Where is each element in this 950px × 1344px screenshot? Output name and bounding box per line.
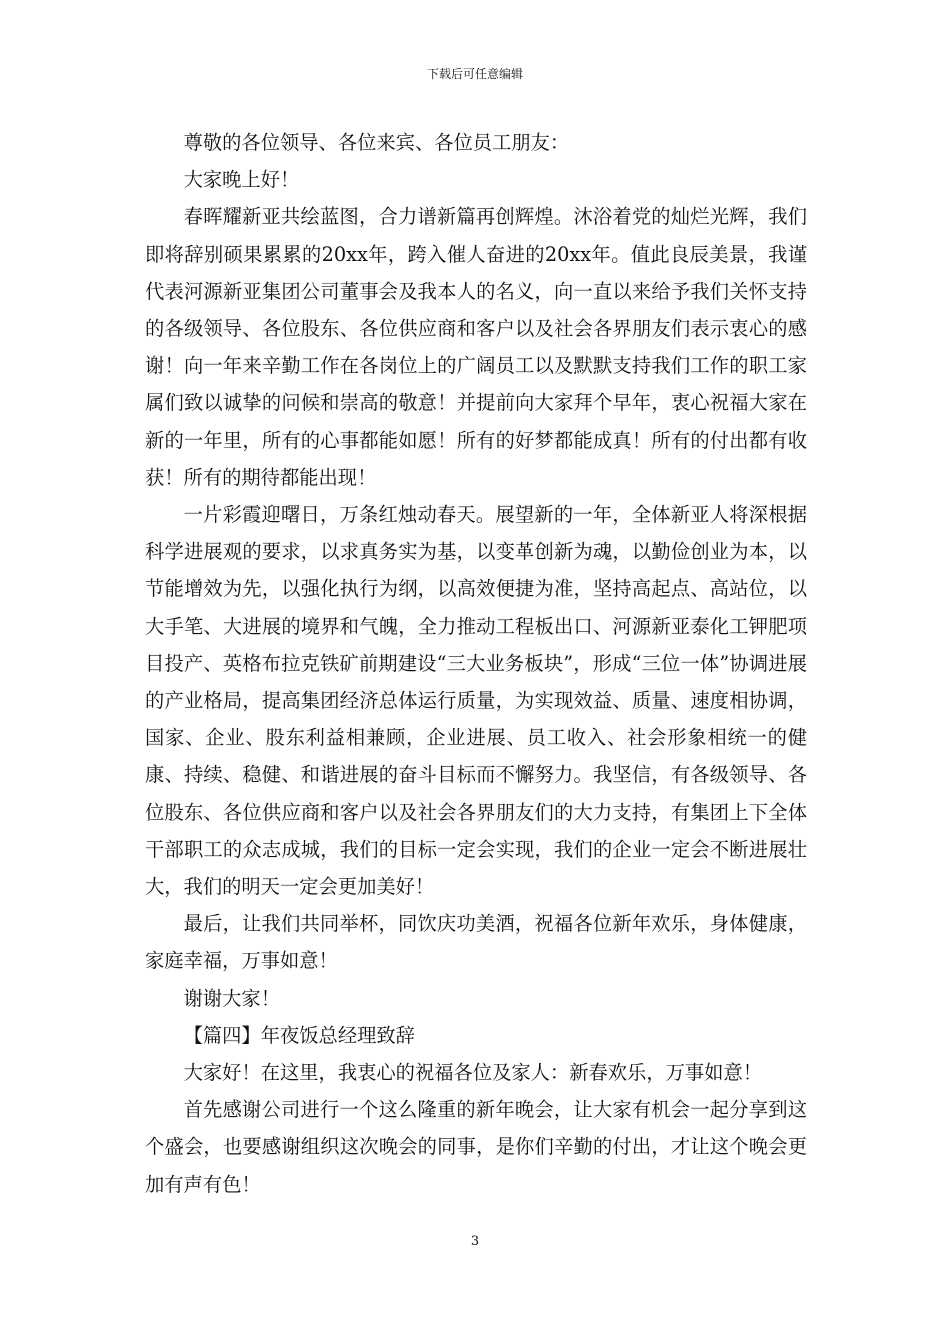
page-number: 3 — [470, 1234, 480, 1249]
paragraph-outlook: 一片彩霞迎曙日，万条红烛动春天。展望新的一年，全体新亚人将深根据科学进展观的要求，以求真务实为基，以变革创新为魂，以勤俭创业为本，以节能增效为先，以强化执行为纲，以高效便捷为准，坚持高起点、高站位，以大手笔、大进展的境界和气魄，全力推动工程板出口、河源新亚泰化工钾肥项目投产、英格布拉克铁矿前期建设“三大业务板块”，形成“三位一体”协调进展的产业格局，提高集团经济总体运行质量，为实现效益、质量、速度相协调，国家、企业、股东利益相兼顾，企业进展、员工收入、社会形象相统一的健康、持续、稳健、和谐进展的奋斗目标而不懈努力。我坚信，有各级领导、各位股东、各位供应商和客户以及社会各界朋友们的大力支持，有集团上下全体干部职工的众志成城，我们的目标一定会实现，我们的企业一定会不断进展壮大，我们的明天一定会更加美好！ — [145, 503, 807, 899]
document-body — [145, 124, 807, 1203]
salutation: 尊敬的各位领导、各位来宾、各位员工朋友： — [183, 131, 570, 154]
closing-thanks: 谢谢大家！ — [183, 986, 280, 1010]
page-header-note: 下载后可任意编辑 — [426, 67, 523, 81]
paragraph-thanks-organizers: 首先感谢公司进行一个这么隆重的新年晚会，让大家有机会一起分享到这个盛会，也要感谢组织这次晚会的同事，是你们辛勤的付出，才让这个晚会更加有声有色！ — [145, 1098, 807, 1196]
paragraph-new-year-thanks: 春晖耀新亚共绘蓝图，合力谱新篇再创辉煌。沐浴着党的灿烂光辉，我们即将辞别硕果累累的20xx年，跨入催人奋进的20xx年。值此良辰美景，我谨代表河源新亚集团公司董事会及我本人的名义，向一直以来给予我们关怀支持的各级领导、各位股东、各位供应商和客户以及社会各界朋友们表示衷心的感谢！向一年来辛勤工作在各岗位上的广阔员工以及默默支持我们工作的职工家属们致以诚挚的问候和崇高的敬意！并提前向大家拜个早年，衷心祝福大家在新的一年里，所有的心事都能如愿！所有的好梦都能成真！所有的付出都有收获！所有的期待都能出现！ — [145, 205, 807, 489]
section-heading: 【篇四】年夜饭总经理致辞 — [183, 1023, 415, 1047]
paragraph-toast: 最后，让我们共同举杯，同饮庆功美酒，祝福各位新年欢乐，身体健康，家庭幸福，万事如意！ — [145, 912, 807, 973]
greeting: 大家晚上好！ — [183, 168, 300, 192]
paragraph-greeting-wishes: 大家好！在这里，我衷心的祝福各位及家人：新春欢乐，万事如意！ — [183, 1061, 763, 1085]
